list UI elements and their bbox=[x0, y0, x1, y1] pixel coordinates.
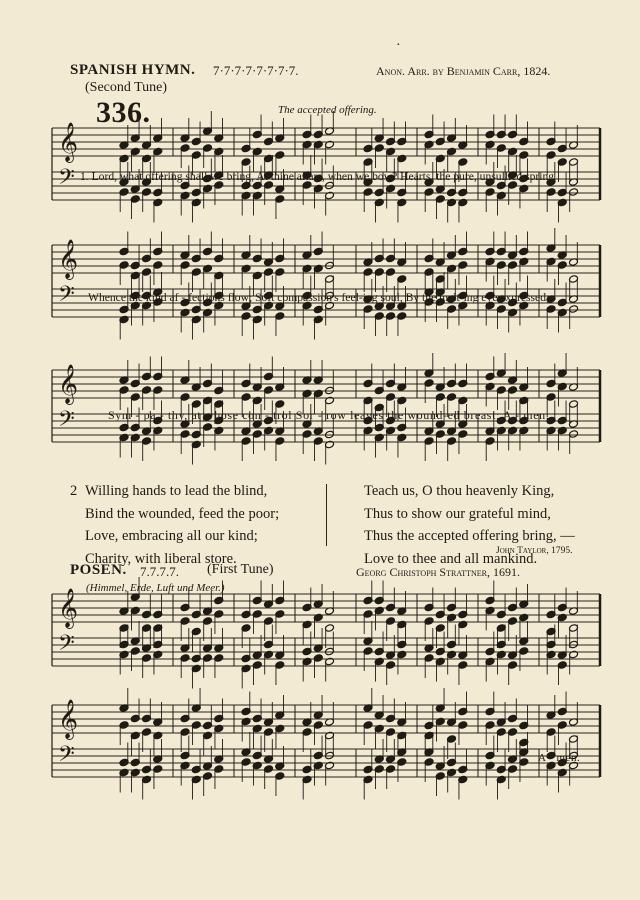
hymn-number: 336. bbox=[96, 96, 151, 129]
verse-line: Thus to show our grateful mind, bbox=[364, 505, 551, 522]
verse-author: John Taylor, 1795. bbox=[496, 546, 573, 556]
clef-symbol: 𝄢 bbox=[58, 407, 75, 437]
hymn1-meter: 7·7·7·7·7·7·7·7. bbox=[213, 63, 299, 78]
clef-symbol: 𝄢 bbox=[58, 631, 75, 661]
clef-symbol: 𝄞 bbox=[58, 239, 79, 279]
verse-line: Bind the wounded, feed the poor; bbox=[85, 505, 280, 522]
verse-line: Thus the accepted offering bring, — bbox=[364, 528, 575, 544]
lyric-line-3: Sym - pa - thy, at whose con - trol Sor - row leaves the wound-ed breast; A - men. bbox=[108, 408, 550, 422]
lyric-line-1: 1. Lord, what offering shall we bring, At thine altars, when we bow? Hearts, the pure, unsullied spring bbox=[80, 170, 555, 183]
clef-symbol: 𝄞 bbox=[58, 699, 79, 739]
verse2-left bbox=[85, 480, 279, 570]
hymn2-attribution: Georg Christoph Strattner, 1691. bbox=[356, 565, 520, 579]
clef-symbol: 𝄞 bbox=[58, 122, 79, 162]
hymn1-title: SPANISH HYMN. bbox=[70, 62, 196, 78]
verse-divider bbox=[326, 484, 327, 546]
hymn2-source: (Himmel, Erde, Luft und Meer.) bbox=[86, 582, 225, 594]
clef-symbol: 𝄢 bbox=[58, 165, 75, 195]
clef-symbol: 𝄢 bbox=[58, 742, 75, 772]
verse-line: Love to thee and all mankind. bbox=[364, 550, 538, 567]
verse-line: Charity, with liberal store. bbox=[85, 550, 237, 567]
hymn1-attribution: Anon. Arr. by Benjamin Carr, 1824. bbox=[376, 64, 551, 78]
verse-line: Love, embracing all our kind; bbox=[85, 528, 258, 544]
clef-symbol: 𝄞 bbox=[58, 364, 79, 404]
verse2-right bbox=[364, 480, 575, 570]
hymn1-theme: The accepted offering. bbox=[278, 104, 377, 116]
verse-line: Willing hands to lead the blind, bbox=[85, 483, 268, 499]
clef-symbol: 𝄞 bbox=[58, 588, 79, 628]
verse-line: Teach us, O thou heavenly King, bbox=[364, 483, 555, 499]
clef-symbol: 𝄢 bbox=[58, 282, 75, 312]
page-dot: · bbox=[396, 38, 401, 53]
hymn1-subtitle: (Second Tune) bbox=[85, 80, 168, 95]
amen-text: A - men. bbox=[538, 752, 581, 764]
verse2-number: 2 bbox=[70, 483, 78, 499]
hymn2-title: POSEN. bbox=[70, 562, 127, 578]
hymn2-meter: 7.7.7.7. bbox=[140, 564, 179, 579]
hymn2-subtitle: (First Tune) bbox=[207, 562, 274, 577]
lyric-line-2: Whence the kind af - fections flow; Soft compassion's feel-ing soul, By the melt-ing eye expressed; bbox=[88, 291, 550, 304]
